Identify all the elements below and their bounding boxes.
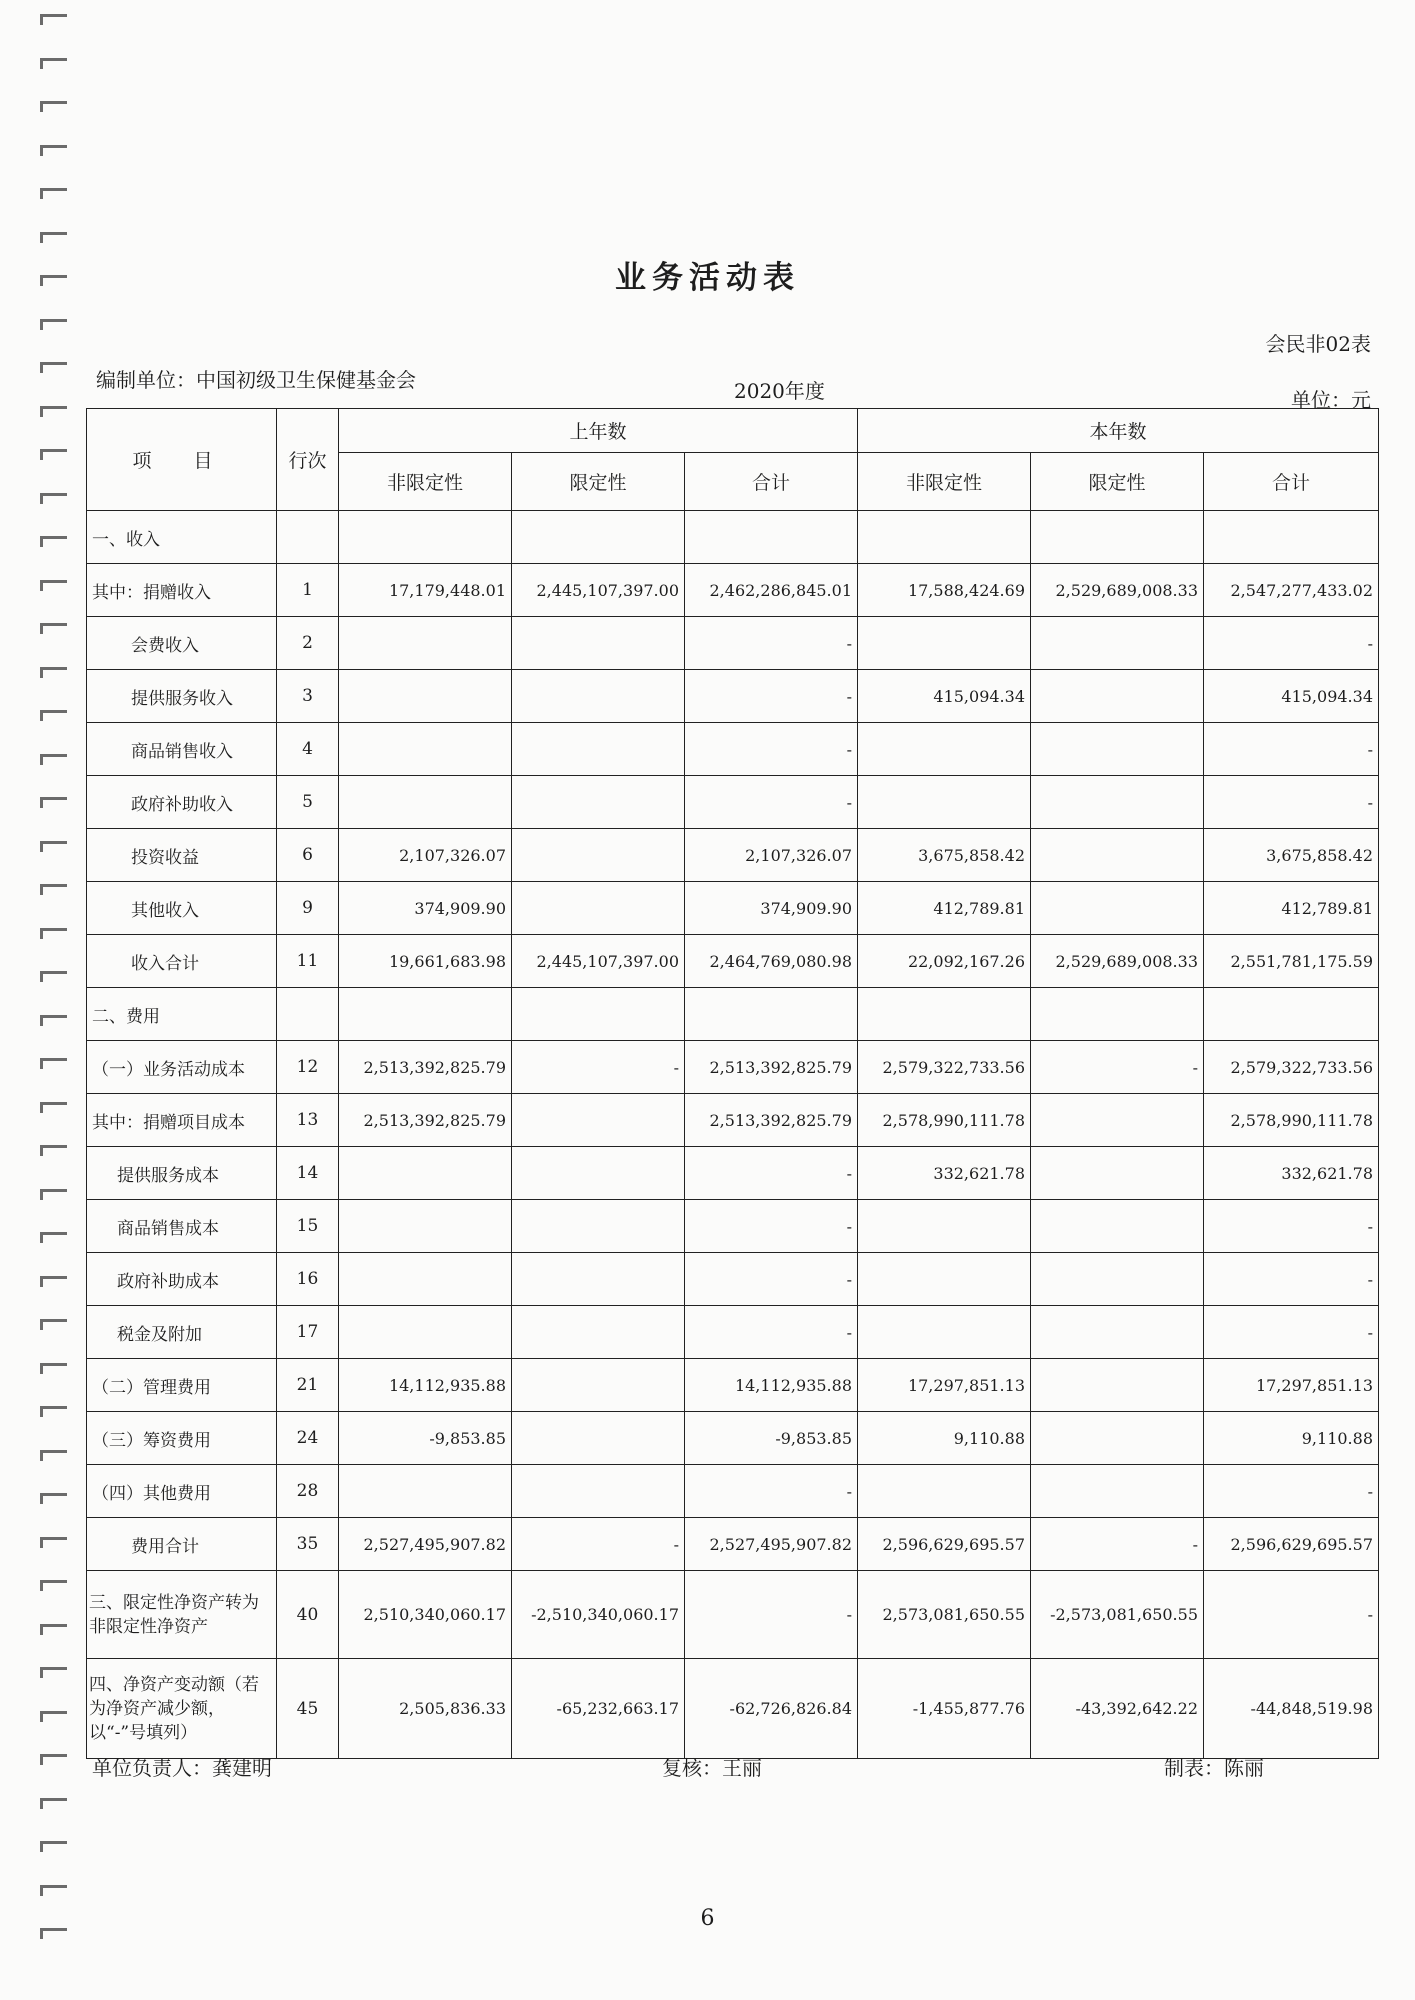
binding-hole [40,1363,67,1374]
cell-curr-total: 415,094.34 [1204,670,1379,723]
cell-curr-total: -44,848,519.98 [1204,1659,1379,1759]
currency-unit: 单位：元 [1291,388,1371,412]
cell-prev-unrestricted: 2,527,495,907.82 [339,1518,512,1571]
page-number: 6 [700,1906,715,1931]
row-label: 费用合计 [87,1518,277,1571]
header-curr-year: 本年数 [858,409,1379,453]
cell-curr-unrestricted: 3,675,858.42 [858,829,1031,882]
row-line-number: 2 [277,617,339,670]
row-label: 提供服务收入 [87,670,277,723]
header-curr-restricted: 限定性 [1031,453,1204,511]
binding-hole [40,1754,67,1765]
table-row [87,1147,1379,1200]
row-label: 一、收入 [87,511,277,564]
cell-prev-total: - [685,1306,858,1359]
binding-hole [40,580,67,591]
row-line-number: 15 [277,1200,339,1253]
cell-curr-unrestricted: 22,092,167.26 [858,935,1031,988]
cell-prev-unrestricted: 374,909.90 [339,882,512,935]
cell-prev-unrestricted: 2,510,340,060.17 [339,1571,512,1659]
cell-curr-unrestricted [858,723,1031,776]
row-label: （一）业务活动成本 [87,1041,277,1094]
cell-prev-restricted [512,1412,685,1465]
header-prev-total: 合计 [685,453,858,511]
cell-curr-unrestricted: 2,578,990,111.78 [858,1094,1031,1147]
cell-prev-restricted [512,1094,685,1147]
cell-curr-restricted [1031,882,1204,935]
row-label: 二、费用 [87,988,277,1041]
row-line-number: 11 [277,935,339,988]
cell-curr-unrestricted: 2,573,081,650.55 [858,1571,1031,1659]
cell-curr-restricted [1031,670,1204,723]
binding-marks [34,0,74,2000]
cell-prev-total [685,511,858,564]
binding-hole [40,667,67,678]
header-curr-total: 合计 [1204,453,1379,511]
row-label: 其中：捐赠项目成本 [87,1094,277,1147]
cell-prev-restricted [512,1147,685,1200]
cell-curr-unrestricted [858,1253,1031,1306]
cell-prev-restricted: - [512,1518,685,1571]
cell-curr-restricted [1031,1147,1204,1200]
row-line-number: 17 [277,1306,339,1359]
row-line-number [277,511,339,564]
row-line-number: 6 [277,829,339,882]
binding-hole [40,1667,67,1678]
cell-prev-total: - [685,1571,858,1659]
cell-prev-restricted [512,617,685,670]
cell-curr-restricted [1031,1306,1204,1359]
cell-prev-restricted: - [512,1041,685,1094]
row-label: 其他收入 [87,882,277,935]
table-row [87,988,1379,1041]
row-label: （三）筹资费用 [87,1412,277,1465]
cell-prev-unrestricted: 2,513,392,825.79 [339,1094,512,1147]
binding-hole [40,1841,67,1852]
cell-prev-restricted [512,1200,685,1253]
row-label: （四）其他费用 [87,1465,277,1518]
binding-hole [40,1406,67,1417]
cell-curr-restricted [1031,1094,1204,1147]
cell-prev-total: - [685,1147,858,1200]
cell-prev-total: 374,909.90 [685,882,858,935]
table-row [87,1659,1379,1759]
header-prev-year: 上年数 [339,409,858,453]
table-row [87,617,1379,670]
cell-prev-unrestricted: -9,853.85 [339,1412,512,1465]
binding-hole [40,754,67,765]
row-label: 收入合计 [87,935,277,988]
cell-prev-restricted [512,511,685,564]
cell-curr-total: - [1204,617,1379,670]
row-line-number: 16 [277,1253,339,1306]
table-row [87,1412,1379,1465]
row-line-number: 3 [277,670,339,723]
cell-curr-total: - [1204,1253,1379,1306]
cell-prev-unrestricted [339,670,512,723]
header-prev-unrestricted: 非限定性 [339,453,512,511]
row-line-number: 5 [277,776,339,829]
cell-curr-restricted [1031,829,1204,882]
row-line-number: 35 [277,1518,339,1571]
cell-prev-restricted [512,1465,685,1518]
cell-prev-total: -62,726,826.84 [685,1659,858,1759]
cell-prev-restricted: 2,445,107,397.00 [512,564,685,617]
cell-prev-total: - [685,776,858,829]
cell-curr-total: 412,789.81 [1204,882,1379,935]
cell-curr-unrestricted: 2,579,322,733.56 [858,1041,1031,1094]
header-prev-restricted: 限定性 [512,453,685,511]
cell-curr-restricted [1031,1465,1204,1518]
binding-hole [40,884,67,895]
cell-prev-total: 14,112,935.88 [685,1359,858,1412]
cell-curr-total: - [1204,1200,1379,1253]
cell-prev-restricted [512,988,685,1041]
table-row [87,829,1379,882]
preparing-unit: 编制单位：中国初级卫生保健基金会 [96,368,416,392]
cell-prev-total [685,988,858,1041]
report-title: 业务活动表 [615,260,800,296]
binding-hole [40,362,67,373]
cell-curr-unrestricted [858,1306,1031,1359]
binding-hole [40,1232,67,1243]
row-line-number: 40 [277,1571,339,1659]
cell-curr-unrestricted [858,511,1031,564]
row-label: 商品销售收入 [87,723,277,776]
cell-curr-restricted: -43,392,642.22 [1031,1659,1204,1759]
row-line-number: 1 [277,564,339,617]
cell-curr-unrestricted: 17,588,424.69 [858,564,1031,617]
cell-curr-total: 2,551,781,175.59 [1204,935,1379,988]
cell-prev-total: - [685,723,858,776]
row-label: 政府补助成本 [87,1253,277,1306]
cell-curr-unrestricted: 415,094.34 [858,670,1031,723]
cell-curr-restricted [1031,1359,1204,1412]
cell-curr-unrestricted: 332,621.78 [858,1147,1031,1200]
binding-hole [40,232,67,243]
cell-prev-unrestricted: 2,107,326.07 [339,829,512,882]
binding-hole [40,1276,67,1287]
row-line-number [277,988,339,1041]
binding-hole [40,1450,67,1461]
binding-hole [40,536,67,547]
cell-curr-unrestricted: 2,596,629,695.57 [858,1518,1031,1571]
cell-prev-restricted [512,776,685,829]
row-line-number: 9 [277,882,339,935]
cell-prev-restricted [512,882,685,935]
binding-hole [40,841,67,852]
cell-curr-restricted [1031,988,1204,1041]
binding-hole [40,1058,67,1069]
cell-prev-restricted [512,1253,685,1306]
row-line-number: 45 [277,1659,339,1759]
cell-curr-total [1204,988,1379,1041]
row-label: 商品销售成本 [87,1200,277,1253]
binding-hole [40,1145,67,1156]
table-row [87,1200,1379,1253]
row-label: 投资收益 [87,829,277,882]
row-line-number: 4 [277,723,339,776]
cell-prev-unrestricted: 2,505,836.33 [339,1659,512,1759]
cell-prev-total: - [685,1200,858,1253]
cell-curr-total: 2,596,629,695.57 [1204,1518,1379,1571]
cell-curr-total: 17,297,851.13 [1204,1359,1379,1412]
row-line-number: 14 [277,1147,339,1200]
table-row [87,723,1379,776]
table-row [87,670,1379,723]
cell-prev-total: 2,107,326.07 [685,829,858,882]
footer-preparer: 制表：陈丽 [1164,1756,1264,1780]
header-item: 项 目 [87,409,277,511]
binding-hole [40,319,67,330]
cell-curr-unrestricted [858,1465,1031,1518]
row-label: 税金及附加 [87,1306,277,1359]
cell-prev-total: 2,462,286,845.01 [685,564,858,617]
report-year: 2020年度 [734,379,825,403]
cell-curr-restricted [1031,723,1204,776]
cell-prev-total: 2,464,769,080.98 [685,935,858,988]
cell-curr-total: 2,579,322,733.56 [1204,1041,1379,1094]
binding-hole [40,710,67,721]
row-line-number: 21 [277,1359,339,1412]
binding-hole [40,449,67,460]
cell-curr-total: 2,578,990,111.78 [1204,1094,1379,1147]
binding-hole [40,1624,67,1635]
cell-prev-unrestricted [339,617,512,670]
cell-prev-total: - [685,617,858,670]
table-row [87,511,1379,564]
binding-hole [40,797,67,808]
cell-curr-total: 3,675,858.42 [1204,829,1379,882]
cell-curr-restricted [1031,1412,1204,1465]
binding-hole [40,1711,67,1722]
cell-curr-total: 2,547,277,433.02 [1204,564,1379,617]
cell-prev-total: 2,513,392,825.79 [685,1041,858,1094]
cell-curr-unrestricted [858,776,1031,829]
cell-curr-unrestricted [858,1200,1031,1253]
binding-hole [40,188,67,199]
header-curr-unrestricted: 非限定性 [858,453,1031,511]
row-line-number: 13 [277,1094,339,1147]
cell-prev-unrestricted [339,1306,512,1359]
cell-prev-restricted [512,1359,685,1412]
row-line-number: 24 [277,1412,339,1465]
binding-hole [40,623,67,634]
binding-hole [40,1493,67,1504]
cell-prev-restricted [512,670,685,723]
cell-prev-unrestricted [339,1465,512,1518]
cell-prev-restricted [512,829,685,882]
binding-hole [40,1537,67,1548]
row-label: 其中：捐赠收入 [87,564,277,617]
cell-prev-unrestricted: 17,179,448.01 [339,564,512,617]
cell-curr-restricted [1031,1200,1204,1253]
cell-curr-unrestricted [858,617,1031,670]
cell-prev-unrestricted [339,723,512,776]
cell-prev-total: -9,853.85 [685,1412,858,1465]
cell-curr-restricted [1031,776,1204,829]
cell-prev-unrestricted: 2,513,392,825.79 [339,1041,512,1094]
cell-curr-restricted: 2,529,689,008.33 [1031,935,1204,988]
table-row [87,1465,1379,1518]
cell-prev-total: 2,527,495,907.82 [685,1518,858,1571]
cell-prev-restricted: -2,510,340,060.17 [512,1571,685,1659]
row-label: 三、限定性净资产转为非限定性净资产 [87,1571,277,1659]
table-row [87,564,1379,617]
binding-hole [40,1319,67,1330]
cell-curr-total: - [1204,1571,1379,1659]
cell-curr-unrestricted: 17,297,851.13 [858,1359,1031,1412]
binding-hole [40,14,67,25]
cell-prev-total: 2,513,392,825.79 [685,1094,858,1147]
binding-hole [40,1798,67,1809]
table-row [87,1306,1379,1359]
cell-curr-unrestricted: 9,110.88 [858,1412,1031,1465]
cell-curr-restricted: 2,529,689,008.33 [1031,564,1204,617]
table-row [87,1041,1379,1094]
binding-hole [40,1885,67,1896]
footer-reviewer: 复核：王丽 [662,1756,762,1780]
cell-prev-unrestricted [339,988,512,1041]
cell-prev-unrestricted [339,1200,512,1253]
binding-hole [40,1102,67,1113]
row-label: 政府补助收入 [87,776,277,829]
cell-prev-unrestricted [339,1147,512,1200]
cell-prev-unrestricted [339,1253,512,1306]
table-row [87,1094,1379,1147]
binding-hole [40,406,67,417]
cell-prev-total: - [685,1253,858,1306]
cell-curr-unrestricted [858,988,1031,1041]
footer-responsible: 单位负责人：龚建明 [92,1756,272,1780]
table-row [87,935,1379,988]
binding-hole [40,101,67,112]
row-label: 四、净资产变动额（若为净资产减少额，以“-”号填列） [87,1659,277,1759]
cell-prev-unrestricted: 14,112,935.88 [339,1359,512,1412]
cell-prev-unrestricted [339,511,512,564]
cell-curr-total: - [1204,776,1379,829]
table-row [87,1253,1379,1306]
binding-hole [40,145,67,156]
cell-curr-restricted: - [1031,1518,1204,1571]
row-label: 会费收入 [87,617,277,670]
table-row [87,776,1379,829]
cell-prev-restricted: 2,445,107,397.00 [512,935,685,988]
cell-prev-unrestricted [339,776,512,829]
row-label: （二）管理费用 [87,1359,277,1412]
cell-curr-restricted [1031,617,1204,670]
header-line: 行次 [277,409,339,511]
table-row [87,1571,1379,1659]
cell-curr-restricted [1031,511,1204,564]
binding-hole [40,1580,67,1591]
cell-prev-restricted: -65,232,663.17 [512,1659,685,1759]
cell-curr-total: - [1204,1306,1379,1359]
cell-curr-restricted: - [1031,1041,1204,1094]
table-row [87,882,1379,935]
binding-hole [40,58,67,69]
cell-prev-restricted [512,1306,685,1359]
cell-curr-unrestricted: 412,789.81 [858,882,1031,935]
binding-hole [40,971,67,982]
binding-hole [40,928,67,939]
table-row [87,1359,1379,1412]
row-line-number: 28 [277,1465,339,1518]
form-code: 会民非02表 [1265,332,1371,356]
row-line-number: 12 [277,1041,339,1094]
table-row [87,1518,1379,1571]
cell-curr-total: - [1204,723,1379,776]
cell-curr-restricted [1031,1253,1204,1306]
cell-curr-total [1204,511,1379,564]
cell-curr-unrestricted: -1,455,877.76 [858,1659,1031,1759]
binding-hole [40,1189,67,1200]
cell-curr-total: - [1204,1465,1379,1518]
cell-curr-total: 332,621.78 [1204,1147,1379,1200]
cell-prev-unrestricted: 19,661,683.98 [339,935,512,988]
binding-hole [40,493,67,504]
cell-prev-total: - [685,1465,858,1518]
binding-hole [40,1015,67,1026]
cell-curr-total: 9,110.88 [1204,1412,1379,1465]
cell-prev-restricted [512,723,685,776]
activity-statement-table [86,408,1379,1759]
cell-curr-restricted: -2,573,081,650.55 [1031,1571,1204,1659]
row-label: 提供服务成本 [87,1147,277,1200]
cell-prev-total: - [685,670,858,723]
